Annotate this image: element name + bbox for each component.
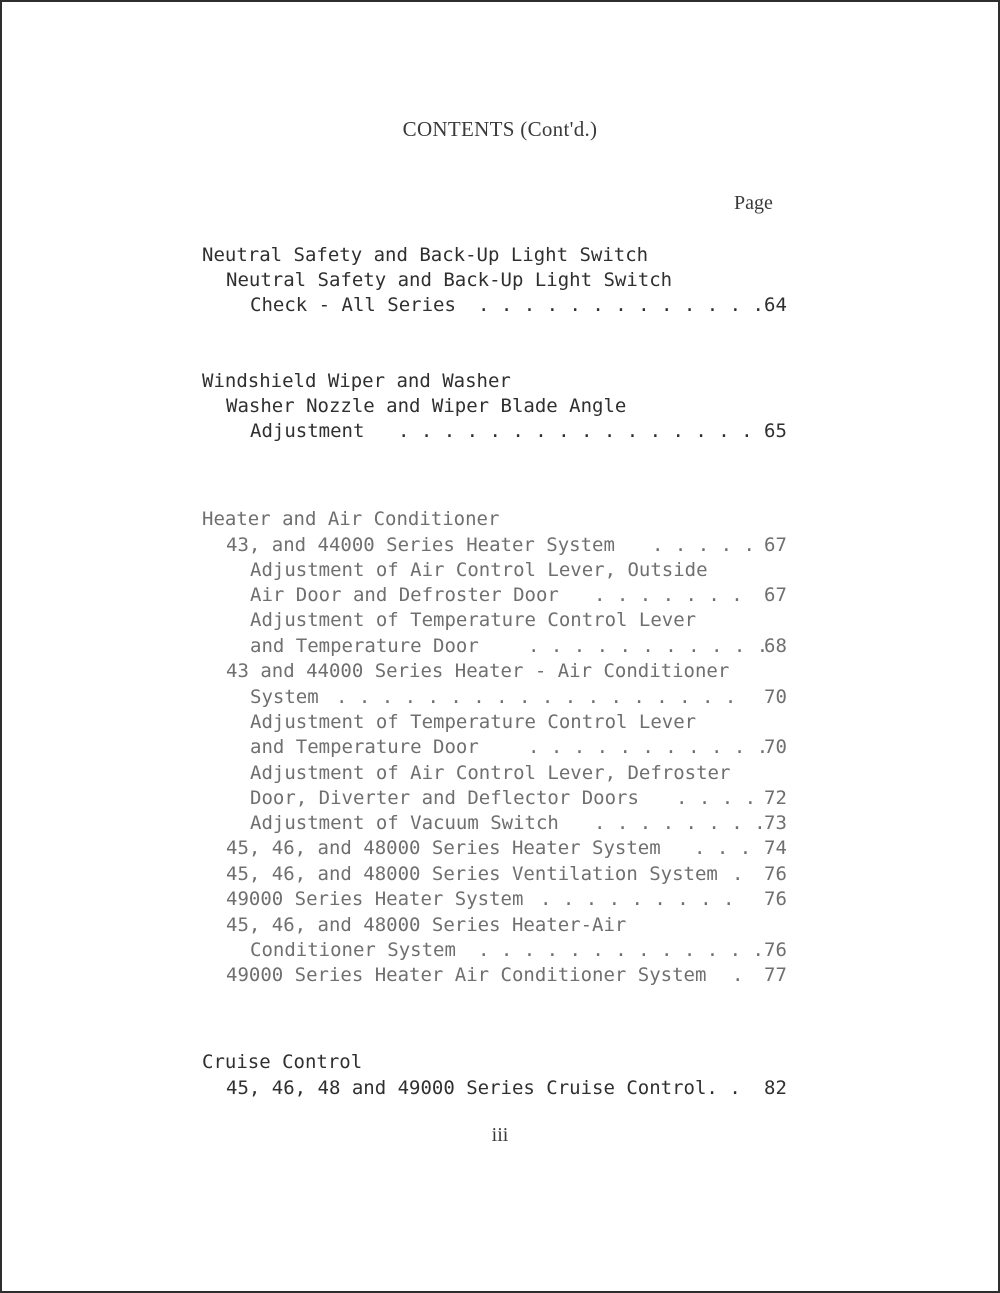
toc-page-number: 67 (764, 584, 787, 606)
toc-entry: Conditioner System . . . . . . . . . . . . . 76 (250, 939, 787, 961)
toc-page-number: 82 (764, 1077, 787, 1099)
toc-page-number: 68 (764, 635, 787, 657)
toc-entry: 43, and 44000 Series Heater System . . . . . 67 (226, 534, 787, 556)
toc-entry: 45, 46, and 48000 Series Ventilation System . 76 (226, 863, 787, 885)
toc-page-number: 76 (764, 939, 787, 961)
toc-page-number: 70 (764, 736, 787, 758)
toc-subheading: Adjustment of Temperature Control Lever (250, 609, 697, 631)
page-title: CONTENTS (Cont'd.) (402, 117, 598, 141)
toc-entry: 49000 Series Heater Air Conditioner System . 77 (226, 964, 787, 986)
toc-entry: 45, 46, 48 and 49000 Series Cruise Control. . 82 (226, 1077, 787, 1099)
toc-entry: Adjustment . . . . . . . . . . . . . . . . 65 (250, 420, 787, 442)
page-number-footer: iii (491, 1124, 509, 1146)
toc-page-number: 76 (764, 863, 787, 885)
toc-page-number: 73 (764, 812, 787, 834)
toc-page-number: 72 (764, 787, 787, 809)
toc-page-number: 65 (764, 420, 787, 442)
section-heading-windshield-wiper: Windshield Wiper and Washer (202, 370, 511, 392)
toc-subheading: Washer Nozzle and Wiper Blade Angle (226, 395, 627, 417)
toc-entry: Adjustment of Vacuum Switch . . . . . . . . 73 (250, 812, 787, 834)
toc-subheading: 45, 46, and 48000 Series Heater-Air (226, 914, 627, 936)
section-heading-neutral-safety: Neutral Safety and Back-Up Light Switch (202, 244, 649, 266)
toc-entry: 49000 Series Heater System . . . . . . . . . 76 (226, 888, 787, 910)
section-heading-cruise-control: Cruise Control (202, 1051, 363, 1073)
toc-page-number: 74 (764, 837, 787, 859)
toc-entry: Check - All Series . . . . . . . . . . . . . 64 (250, 294, 787, 316)
toc-subheading: Adjustment of Air Control Lever, Outside (250, 559, 708, 581)
page-column-header: Page (734, 192, 773, 214)
toc-subheading: Neutral Safety and Back-Up Light Switch (226, 269, 673, 291)
toc-subheading: Adjustment of Air Control Lever, Defroster (250, 762, 731, 784)
toc-page-number: 70 (764, 686, 787, 708)
toc-entry: Door, Diverter and Deflector Doors . . . . 72 (250, 787, 787, 809)
toc-entry: and Temperature Door . . . . . . . . . . . 68 (250, 635, 787, 657)
toc-entry: 45, 46, and 48000 Series Heater System . . . 74 (226, 837, 787, 859)
toc-page-number: 76 (764, 888, 787, 910)
toc-subheading: Adjustment of Temperature Control Lever (250, 711, 697, 733)
toc-page-number: 64 (764, 294, 787, 316)
toc-page-number: 77 (764, 964, 787, 986)
toc-entry: and Temperature Door . . . . . . . . . . . 70 (250, 736, 787, 758)
toc-page-number: 67 (764, 534, 787, 556)
toc-subheading: 43 and 44000 Series Heater - Air Conditioner (226, 660, 730, 682)
section-heading-heater-air-conditioner: Heater and Air Conditioner (202, 508, 500, 530)
toc-entry: System . . . . . . . . . . . . . . . . . . 70 (250, 686, 787, 708)
toc-entry: Air Door and Defroster Door . . . . . . . 67 (250, 584, 787, 606)
